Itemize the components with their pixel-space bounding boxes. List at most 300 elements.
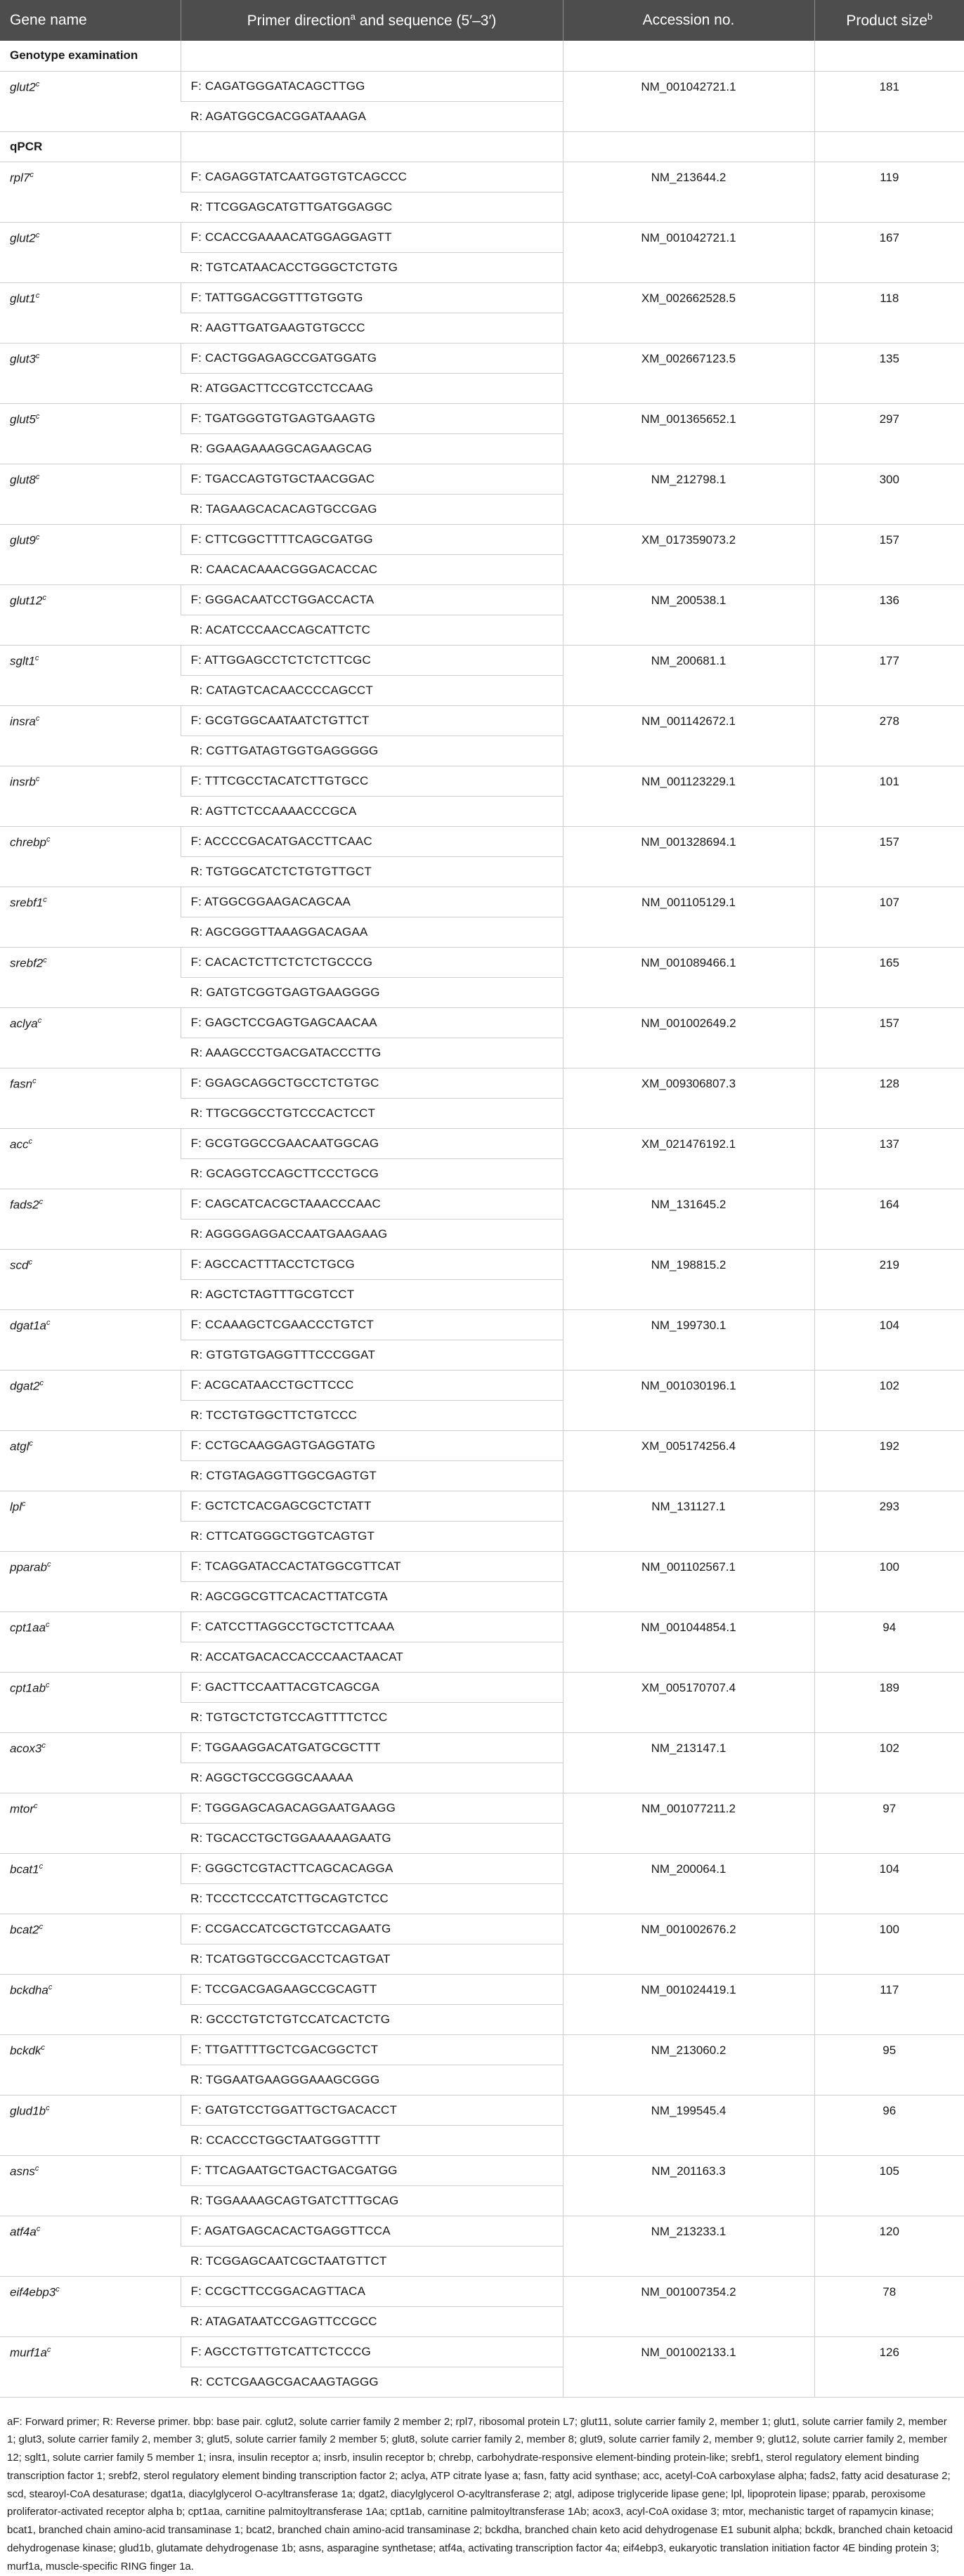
- accession-number: NM_001024419.1: [563, 1974, 814, 2034]
- forward-primer: F: CCGCTTCCGGACAGTTACA: [181, 2276, 563, 2306]
- table-row: [0, 1370, 964, 1400]
- gene-footnote-mark: c: [39, 1862, 44, 1871]
- product-size: 167: [814, 222, 964, 282]
- gene-name: bckdha: [10, 1983, 48, 1997]
- gene-name: acox3: [10, 1741, 42, 1756]
- gene-name-cell: [0, 766, 181, 826]
- product-size: 95: [814, 2034, 964, 2095]
- gene-name-cell: [0, 1914, 181, 1974]
- gene-name: glut2: [10, 231, 36, 245]
- forward-primer: F: TCAGGATACCACTATGGCGTTCAT: [181, 1551, 563, 1581]
- gene-name-cell: [0, 2216, 181, 2276]
- reverse-primer: R: TGTGCTCTGTCCAGTTTTCTCC: [181, 1702, 563, 1732]
- gene-name-cell: [0, 1007, 181, 1068]
- forward-primer: F: CTTCGGCTTTTCAGCGATGG: [181, 524, 563, 554]
- reverse-primer: R: AAGTTGATGAAGTGTGCCC: [181, 313, 563, 343]
- product-size: 107: [814, 887, 964, 947]
- gene-name-cell: [0, 403, 181, 464]
- table-row: [0, 584, 964, 615]
- accession-number: NM_001328694.1: [563, 826, 814, 887]
- gene-name: insra: [10, 714, 36, 728]
- gene-footnote-mark: c: [35, 351, 40, 360]
- product-size: 96: [814, 2095, 964, 2155]
- table-row: [0, 162, 964, 192]
- table-row: [0, 282, 964, 313]
- gene-name: pparab: [10, 1560, 47, 1574]
- gene-footnote-mark: c: [36, 2224, 41, 2233]
- gene-footnote-mark: c: [34, 2164, 39, 2173]
- product-size: 278: [814, 705, 964, 766]
- gene-footnote-mark: c: [35, 774, 40, 783]
- gene-name-cell: [0, 71, 181, 131]
- reverse-primer: R: AGCGGGTTAAAGGACAGAA: [181, 917, 563, 947]
- section-empty-cell: [563, 41, 814, 71]
- accession-number: NM_201163.3: [563, 2155, 814, 2216]
- table-row: [0, 705, 964, 735]
- product-size: 192: [814, 1430, 964, 1491]
- table-row: [0, 1551, 964, 1581]
- reverse-primer: R: AGGGGAGGACCAATGAAGAAG: [181, 1219, 563, 1249]
- header-primer: Primer direction$^a$ and sequence (5′–3′): [181, 0, 563, 41]
- reverse-primer: R: TCGGAGCAATCGCTAATGTTCT: [181, 2246, 563, 2276]
- product-size: 78: [814, 2276, 964, 2336]
- gene-footnote-mark: c: [48, 1982, 53, 1992]
- gene-name-cell: [0, 1491, 181, 1551]
- gene-name-cell: [0, 584, 181, 645]
- accession-number: NM_213233.1: [563, 2216, 814, 2276]
- gene-name: acc: [10, 1137, 29, 1151]
- product-size: 126: [814, 2336, 964, 2397]
- forward-primer: F: GGGACAATCCTGGACCACTA: [181, 584, 563, 615]
- reverse-primer: R: TGCACCTGCTGGAAAAAGAATG: [181, 1823, 563, 1853]
- gene-name-cell: [0, 1551, 181, 1611]
- gene-name: asns: [10, 2164, 35, 2178]
- product-size: 100: [814, 1914, 964, 1974]
- forward-primer: F: CCGACCATCGCTGTCCAGAATG: [181, 1914, 563, 1944]
- section-empty-cell: [814, 131, 964, 162]
- gene-name: dgat1a: [10, 1319, 46, 1333]
- table-row: [0, 1007, 964, 1038]
- accession-number: XM_005170707.4: [563, 1672, 814, 1732]
- product-size: 181: [814, 71, 964, 131]
- forward-primer: F: AGCCACTTTACCTCTGCG: [181, 1249, 563, 1279]
- gene-name-cell: [0, 222, 181, 282]
- gene-name: glut2: [10, 80, 36, 94]
- product-size: 120: [814, 2216, 964, 2276]
- gene-name-cell: [0, 1611, 181, 1672]
- gene-name-cell: [0, 2095, 181, 2155]
- gene-name-cell: [0, 1370, 181, 1430]
- product-size: 102: [814, 1370, 964, 1430]
- gene-name-cell: [0, 1068, 181, 1128]
- header-product-size: Product size$^b$: [814, 0, 964, 41]
- gene-name-cell: [0, 524, 181, 584]
- table-row: [0, 1491, 964, 1521]
- gene-name: glut8: [10, 473, 36, 487]
- gene-name: bckdk: [10, 2044, 41, 2058]
- forward-primer: F: GGGCTCGTACTTCAGCACAGGA: [181, 1853, 563, 1883]
- table-row: [0, 947, 964, 977]
- table-row: [0, 766, 964, 796]
- reverse-primer: R: CGTTGATAGTGGTGAGGGGG: [181, 735, 563, 766]
- table-row: [0, 2034, 964, 2065]
- product-size: 157: [814, 524, 964, 584]
- header-accession: Accession no.: [563, 0, 814, 41]
- accession-number: NM_213644.2: [563, 162, 814, 222]
- gene-name: glut5: [10, 412, 36, 426]
- table-row: [0, 1068, 964, 1098]
- gene-footnote-mark: c: [46, 1560, 51, 1569]
- gene-footnote-mark: c: [28, 1137, 32, 1146]
- product-size: 128: [814, 1068, 964, 1128]
- table-row: [0, 403, 964, 433]
- accession-number: NM_131645.2: [563, 1189, 814, 1249]
- forward-primer: F: TTTCGCCTACATCTTGTGCC: [181, 766, 563, 796]
- table-row: [0, 645, 964, 675]
- reverse-primer: R: AGTTCTCCAAAACCCGCA: [181, 796, 563, 826]
- product-size: 119: [814, 162, 964, 222]
- section-empty-cell: [563, 131, 814, 162]
- forward-primer: F: CATCCTTAGGCCTGCTCTTCAAA: [181, 1611, 563, 1642]
- gene-footnote-mark: c: [46, 1318, 51, 1327]
- gene-name: glut1: [10, 292, 36, 306]
- product-size: 165: [814, 947, 964, 1007]
- forward-primer: F: ATGGCGGAAGACAGCAA: [181, 887, 563, 917]
- gene-footnote-mark: c: [39, 1197, 44, 1206]
- product-size: 117: [814, 1974, 964, 2034]
- gene-footnote-mark: c: [22, 1499, 26, 1508]
- gene-name-cell: [0, 2336, 181, 2397]
- gene-footnote-mark: c: [35, 412, 40, 421]
- gene-name: insrb: [10, 775, 36, 789]
- product-size: 105: [814, 2155, 964, 2216]
- gene-footnote-mark: c: [35, 291, 40, 300]
- gene-name-cell: [0, 1672, 181, 1732]
- forward-primer: F: TTGATTTTGCTCGACGGCTCT: [181, 2034, 563, 2065]
- accession-number: NM_001105129.1: [563, 887, 814, 947]
- reverse-primer: R: GATGTCGGTGAGTGAAGGGG: [181, 977, 563, 1007]
- gene-footnote-mark: c: [41, 2043, 45, 2052]
- gene-name: lpl: [10, 1500, 22, 1514]
- gene-footnote-mark: c: [39, 1378, 44, 1387]
- product-size: 100: [814, 1551, 964, 1611]
- forward-primer: F: ATTGGAGCCTCTCTCTTCGC: [181, 645, 563, 675]
- forward-primer: F: GGAGCAGGCTGCCTCTGTGC: [181, 1068, 563, 1098]
- product-size: 219: [814, 1249, 964, 1309]
- table-footnote: aF: Forward primer; R: Reverse primer. bbp: base pair. cglut2, solute carrier family 2 member 2; rpl7, ribosomal protein L7; glut11, solute carrier family 2, member 1; glut1, solute carrier family 2, member 1; glut3, solute carrier family 2, member 3; glut5, solute carrier family 2 member 5; glut8, solute carrier family 2, member 8; glut9, solute carrier family 2, member 9; glut12, solute carrier family 2, member 12; sglt1, solute carrier family 5 member 1; insra, insulin receptor a; insrb, insulin receptor b; chrebp, carbohydrate-responsive element-binding protein-like; srebf1, sterol regulatory element binding transcription factor 1; srebf2, sterol regulatory element binding transcription factor 2; aclya, ATP citrate lyase a; fasn, fatty acid synthase; acc, acetyl-CoA carboxylase alpha; fads2, fatty acid desaturase 2; scd, stearoyl-CoA desaturase; dgat1a, diacylglycerol O-acyltransferase 1a; dgat2, diacylglycerol O-acyltransferase 2; atgl, adipose triglyceride lipase gene; lpl, lipoprotein lipase; pparab, peroxisome proliferator-activated receptor alpha b; cpt1aa, carnitine palmitoyltransferase 1Aa; cpt1ab, carnitine palmitoyltransferase 1Ab; acox3, acyl-CoA oxidase 3; mtor, mechanistic target of rapamycin kinase; bcat1, branched chain amino-acid transaminase 1; bcat2, branched chain amino-acid transaminase 2; bckdha, branched chain keto acid dehydrogenase E1 subunit alpha; bckdk, branched chain ketoacid dehydrogenase kinase; glud1b, glutamate dehydrogenase 1b; asns, asparagine synthetase; atf4a, activating transcription factor 4a; eif4ebp3, eukaryotic translation initiation factor 4E binding protein 3; murf1a, muscle-specific RING finger 1a.: [7, 2415, 953, 2572]
- accession-number: XM_017359073.2: [563, 524, 814, 584]
- product-size: 300: [814, 464, 964, 524]
- table-row: [0, 222, 964, 252]
- header-gene-name: Gene name: [0, 0, 181, 41]
- reverse-primer: R: AGCTCTAGTTTGCGTCCT: [181, 1279, 563, 1309]
- accession-number: NM_001142672.1: [563, 705, 814, 766]
- gene-name: cpt1aa: [10, 1621, 46, 1635]
- accession-number: NM_131127.1: [563, 1491, 814, 1551]
- table-row: [0, 524, 964, 554]
- reverse-primer: R: AGGCTGCCGGGCAAAAA: [181, 1763, 563, 1793]
- table-row: [0, 887, 964, 917]
- accession-number: NM_001077211.2: [563, 1793, 814, 1853]
- gene-name: atf4a: [10, 2225, 37, 2239]
- forward-primer: F: GAGCTCCGAGTGAGCAACAA: [181, 1007, 563, 1038]
- table-row: [0, 1249, 964, 1279]
- accession-number: NM_001002649.2: [563, 1007, 814, 1068]
- table-row: [0, 2155, 964, 2185]
- product-size: 101: [814, 766, 964, 826]
- gene-footnote-mark: c: [46, 1680, 50, 1689]
- accession-number: NM_198815.2: [563, 1249, 814, 1309]
- accession-number: NM_001007354.2: [563, 2276, 814, 2336]
- accession-number: NM_213060.2: [563, 2034, 814, 2095]
- forward-primer: F: GATGTCCTGGATTGCTGACACCT: [181, 2095, 563, 2125]
- reverse-primer: R: TGGAAAAGCAGTGATCTTTGCAG: [181, 2185, 563, 2216]
- product-size: 137: [814, 1128, 964, 1189]
- forward-primer: F: ACGCATAACCTGCTTCCC: [181, 1370, 563, 1400]
- section-empty-cell: [814, 41, 964, 71]
- reverse-primer: R: ATAGATAATCCGAGTTCCGCC: [181, 2306, 563, 2336]
- forward-primer: F: CAGCATCACGCTAAACCCAAC: [181, 1189, 563, 1219]
- gene-name-cell: [0, 162, 181, 222]
- product-size: 189: [814, 1672, 964, 1732]
- product-size: 94: [814, 1611, 964, 1672]
- gene-name: fads2: [10, 1198, 39, 1212]
- gene-name-cell: [0, 645, 181, 705]
- gene-name-cell: [0, 705, 181, 766]
- section-title: qPCR: [0, 131, 181, 162]
- gene-footnote-mark: c: [46, 1620, 50, 1629]
- gene-name-cell: [0, 1793, 181, 1853]
- reverse-primer: R: TCCTGTGGCTTCTGTCCC: [181, 1400, 563, 1430]
- table-row: [0, 1672, 964, 1702]
- accession-number: NM_001123229.1: [563, 766, 814, 826]
- gene-name: glut12: [10, 594, 43, 608]
- table-row: [0, 464, 964, 494]
- reverse-primer: R: GTGTGTGAGGTTTCCCGGAT: [181, 1340, 563, 1370]
- gene-name: scd: [10, 1258, 29, 1272]
- table-row: [0, 1128, 964, 1158]
- gene-footnote-mark: c: [41, 1741, 46, 1750]
- forward-primer: F: ACCCCGACATGACCTTCAAC: [181, 826, 563, 856]
- product-size: 164: [814, 1189, 964, 1249]
- gene-name: chrebp: [10, 835, 46, 849]
- gene-name-cell: [0, 887, 181, 947]
- gene-footnote-mark: c: [35, 79, 40, 89]
- gene-name: mtor: [10, 1802, 34, 1816]
- gene-name: dgat2: [10, 1379, 40, 1393]
- product-size: 293: [814, 1491, 964, 1551]
- gene-name-cell: [0, 2276, 181, 2336]
- reverse-primer: R: ACATCCCAACCAGCATTCTC: [181, 615, 563, 645]
- table-body: [0, 41, 964, 2397]
- table-row: [0, 2095, 964, 2125]
- forward-primer: F: CACTGGAGAGCCGATGGATG: [181, 343, 563, 373]
- gene-name-cell: [0, 1309, 181, 1370]
- reverse-primer: R: AGCGGCGTTCACACTTATCGTA: [181, 1581, 563, 1611]
- gene-footnote-mark: c: [34, 653, 39, 662]
- table-row: [0, 1974, 964, 2004]
- gene-name: aclya: [10, 1016, 38, 1031]
- gene-name-cell: [0, 826, 181, 887]
- forward-primer: F: TGGGAGCAGACAGGAATGAAGG: [181, 1793, 563, 1823]
- gene-footnote-mark: c: [35, 472, 40, 481]
- gene-name: bcat1: [10, 1862, 39, 1876]
- forward-primer: F: CAGAGGTATCAATGGTGTCAGCCC: [181, 162, 563, 192]
- reverse-primer: R: CTGTAGAGGTTGGCGAGTGT: [181, 1460, 563, 1491]
- gene-name: murf1a: [10, 2346, 47, 2360]
- forward-primer: F: GCGTGGCAATAATCTGTTCT: [181, 705, 563, 735]
- accession-number: XM_002667123.5: [563, 343, 814, 403]
- gene-name: bcat2: [10, 1923, 39, 1937]
- table-row: [0, 1309, 964, 1340]
- gene-name: fasn: [10, 1077, 33, 1091]
- gene-name: sglt1: [10, 654, 35, 668]
- product-size: 157: [814, 826, 964, 887]
- gene-footnote-mark: c: [34, 1801, 38, 1810]
- accession-number: XM_005174256.4: [563, 1430, 814, 1491]
- forward-primer: F: TCCGACGAGAAGCCGCAGTT: [181, 1974, 563, 2004]
- accession-number: NM_001030196.1: [563, 1370, 814, 1430]
- table-row: [0, 71, 964, 101]
- accession-number: NM_200064.1: [563, 1853, 814, 1914]
- gene-name: atgl: [10, 1439, 30, 1453]
- table-row: [0, 1853, 964, 1883]
- reverse-primer: R: TGGAATGAAGGGAAAGCGGG: [181, 2065, 563, 2095]
- gene-footnote-mark: c: [35, 532, 40, 542]
- gene-footnote-mark: c: [46, 2345, 51, 2354]
- table-row: [0, 2336, 964, 2367]
- table-row: [0, 2276, 964, 2306]
- table-row: [0, 343, 964, 373]
- gene-name: srebf1: [10, 896, 44, 910]
- gene-footnote-mark: c: [46, 2103, 50, 2112]
- reverse-primer: R: ACCATGACACCACCCAACTAACAT: [181, 1642, 563, 1672]
- accession-number: NM_001102567.1: [563, 1551, 814, 1611]
- accession-number: NM_213147.1: [563, 1732, 814, 1793]
- gene-name-cell: [0, 2034, 181, 2095]
- gene-name: srebf2: [10, 956, 44, 970]
- forward-primer: F: CAGATGGGATACAGCTTGG: [181, 71, 563, 101]
- gene-name-cell: [0, 282, 181, 343]
- product-size: 177: [814, 645, 964, 705]
- gene-name-cell: [0, 343, 181, 403]
- product-size: 136: [814, 584, 964, 645]
- reverse-primer: R: TCCCTCCCATCTTGCAGTCTCC: [181, 1883, 563, 1914]
- accession-number: NM_199730.1: [563, 1309, 814, 1370]
- product-size: 157: [814, 1007, 964, 1068]
- section-empty-cell: [181, 131, 563, 162]
- gene-footnote-mark: c: [46, 835, 51, 844]
- reverse-primer: R: CCTCGAAGCGACAAGTAGGG: [181, 2367, 563, 2397]
- gene-name: glut9: [10, 533, 36, 547]
- reverse-primer: R: CTTCATGGGCTGGTCAGTGT: [181, 1521, 563, 1551]
- forward-primer: F: CCACCGAAAACATGGAGGAGTT: [181, 222, 563, 252]
- table-row: [0, 1732, 964, 1763]
- gene-name-cell: [0, 1732, 181, 1793]
- reverse-primer: R: ATGGACTTCCGTCCTCCAAG: [181, 373, 563, 403]
- reverse-primer: R: TGTGGCATCTCTGTGTTGCT: [181, 856, 563, 887]
- accession-number: NM_200538.1: [563, 584, 814, 645]
- gene-footnote-mark: c: [56, 2284, 60, 2294]
- accession-number: NM_001044854.1: [563, 1611, 814, 1672]
- accession-number: NM_001002133.1: [563, 2336, 814, 2397]
- reverse-primer: R: TCATGGTGCCGACCTCAGTGAT: [181, 1944, 563, 1974]
- accession-number: NM_001002676.2: [563, 1914, 814, 1974]
- gene-name-cell: [0, 1249, 181, 1309]
- reverse-primer: R: GGAAGAAAGGCAGAAGCAG: [181, 433, 563, 464]
- gene-footnote-mark: c: [42, 593, 46, 602]
- table-row: [0, 826, 964, 856]
- product-size: 118: [814, 282, 964, 343]
- gene-name: cpt1ab: [10, 1681, 46, 1695]
- accession-number: XM_009306807.3: [563, 1068, 814, 1128]
- reverse-primer: R: TTCGGAGCATGTTGATGGAGGC: [181, 192, 563, 222]
- gene-footnote-mark: c: [30, 170, 34, 179]
- reverse-primer: R: GCAGGTCCAGCTTCCCTGCG: [181, 1158, 563, 1189]
- section-row: [0, 41, 964, 71]
- forward-primer: F: CACACTCTTCTCTCTGCCCG: [181, 947, 563, 977]
- gene-footnote-mark: c: [28, 1257, 32, 1267]
- product-size: 104: [814, 1309, 964, 1370]
- table-row: [0, 1189, 964, 1219]
- product-size: 297: [814, 403, 964, 464]
- product-size: 135: [814, 343, 964, 403]
- accession-number: XM_002662528.5: [563, 282, 814, 343]
- gene-footnote-mark: c: [43, 895, 47, 904]
- forward-primer: F: AGATGAGCACACTGAGGTTCCA: [181, 2216, 563, 2246]
- forward-primer: F: TATTGGACGGTTTGTGGTG: [181, 282, 563, 313]
- reverse-primer: R: TTGCGGCCTGTCCCACTCCT: [181, 1098, 563, 1128]
- gene-name-cell: [0, 1128, 181, 1189]
- gene-footnote-mark: c: [35, 230, 40, 240]
- reverse-primer: R: TGTCATAACACCTGGGCTCTGTG: [181, 252, 563, 282]
- gene-name: glud1b: [10, 2104, 46, 2118]
- forward-primer: F: TGATGGGTGTGAGTGAAGTG: [181, 403, 563, 433]
- reverse-primer: R: CAACACAAACGGGACACCAC: [181, 554, 563, 584]
- gene-footnote-mark: c: [35, 714, 40, 723]
- gene-name: glut3: [10, 352, 36, 366]
- gene-footnote-mark: c: [43, 955, 47, 965]
- table-row: [0, 1611, 964, 1642]
- table-row: [0, 1430, 964, 1460]
- reverse-primer: R: CCACCCTGGCTAATGGGTTTT: [181, 2125, 563, 2155]
- gene-name: rpl7: [10, 171, 30, 185]
- table-header: [0, 0, 964, 41]
- forward-primer: F: CCTGCAAGGAGTGAGGTATG: [181, 1430, 563, 1460]
- gene-name-cell: [0, 947, 181, 1007]
- forward-primer: F: GACTTCCAATTACGTCAGCGA: [181, 1672, 563, 1702]
- product-size: 102: [814, 1732, 964, 1793]
- forward-primer: F: TGACCAGTGTGCTAACGGAC: [181, 464, 563, 494]
- section-row: [0, 131, 964, 162]
- table-row: [0, 1793, 964, 1823]
- accession-number: NM_001042721.1: [563, 71, 814, 131]
- accession-number: NM_212798.1: [563, 464, 814, 524]
- gene-name: eif4ebp3: [10, 2285, 56, 2299]
- table-row: [0, 2216, 964, 2246]
- gene-name-cell: [0, 2155, 181, 2216]
- accession-number: NM_001042721.1: [563, 222, 814, 282]
- section-empty-cell: [181, 41, 563, 71]
- gene-name-cell: [0, 1853, 181, 1914]
- accession-number: NM_001089466.1: [563, 947, 814, 1007]
- forward-primer: F: GCTCTCACGAGCGCTCTATT: [181, 1491, 563, 1521]
- reverse-primer: R: AAAGCCCTGACGATACCCTTG: [181, 1038, 563, 1068]
- accession-number: NM_200681.1: [563, 645, 814, 705]
- product-size: 97: [814, 1793, 964, 1853]
- forward-primer: F: AGCCTGTTGTCATTCTCCCG: [181, 2336, 563, 2367]
- forward-primer: F: GCGTGGCCGAACAATGGCAG: [181, 1128, 563, 1158]
